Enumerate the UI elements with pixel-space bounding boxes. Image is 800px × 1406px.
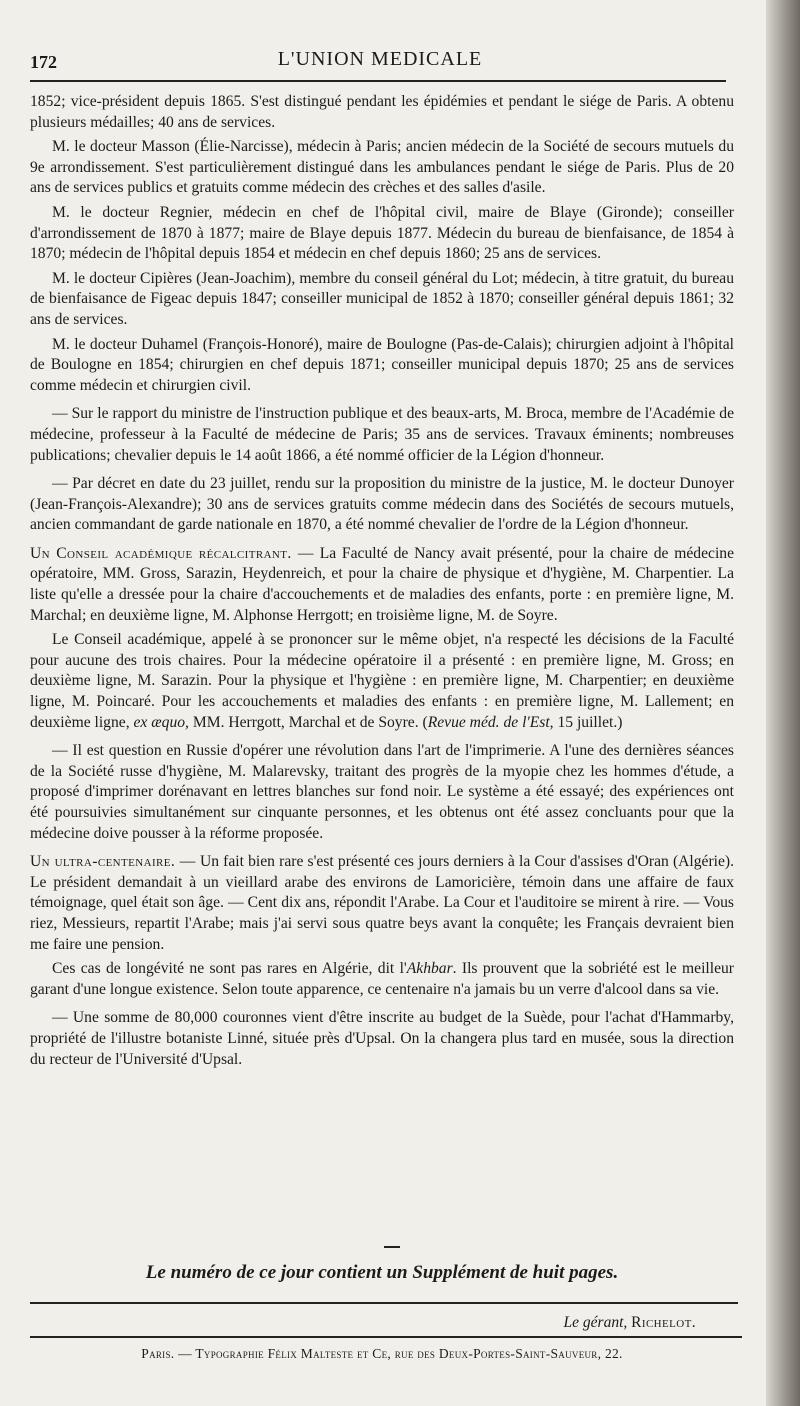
- supplement-notice: Le numéro de ce jour contient un Supplément de huit pages.: [145, 1262, 619, 1283]
- paragraph-longevite-tail: . Ils prouvent que la sobriété est le meilleur garant d'une longue existence. Selon toute apparence, ce centenaire n'a jamais bu un verre d'alcool dans sa vie.: [30, 960, 734, 998]
- paragraph-conseil-decision-end: 15 juillet.): [553, 713, 623, 731]
- paragraph-linne: — Une somme de 80,000 couronnes vient d'être inscrite au budget de la Suède, pour l'achat d'Hammarby, propriété de l'illustre botaniste Linné, située près d'Upsal. On la changera plus tard en musée, sous la direction du recteur de l'Université d'Upsal.: [30, 1009, 734, 1068]
- article-body: [30, 92, 734, 1074]
- paragraph-regnier: M. le docteur Regnier, médecin en chef de l'hôpital civil, maire de Blaye (Gironde); conseiller d'arrondissement de 1870 à 1877; maire de Blaye depuis 1877. Médecin du bureau de bienfaisance, de 1854 à 1870; médecin de l'hôpital depuis 1854 et médecin en chef depuis 1860; 25 ans de services.: [30, 203, 734, 263]
- page-number: 172: [30, 52, 57, 72]
- revue-citation: Revue méd. de l'Est,: [427, 713, 554, 731]
- paragraph-broca: — Sur le rapport du ministre de l'instruction publique et des beaux-arts, M. Broca, membre de l'Académie de médecine, professeur à la Faculté de médecine de Paris; 35 ans de services. Travaux éminents; nombreuses publications; chevalier depuis le 14 août 1866, a été nommé officier de la Légion d'honneur.: [30, 405, 734, 464]
- book-edge: [766, 0, 800, 1406]
- paragraph-continuation: 1852; vice-président depuis 1865. S'est distingué pendant les épidémies et pendant le siége de Paris. A obtenu plusieurs médailles; 40 ans de services.: [30, 93, 734, 131]
- gerant-signature: [564, 1314, 696, 1332]
- imprint-rule: [30, 1336, 742, 1338]
- gerant-label: Le gérant,: [563, 1314, 628, 1331]
- paragraph-conseil-text: La Faculté de Nancy avait présenté, pour la chaire de médecine opératoire, MM. Gross, Sarazin, Heydenreich, et pour la chaire de physique et d'hygiène, M. Charpentier. La liste qu'elle a dressée pour la chaire d'accouchements et de maladies des enfants, porte : en première ligne, M. Marchal; en deuxième ligne, M. Alphonse Herrgott; en troisième ligne, M. de Soyre.: [30, 544, 734, 624]
- page-header: [30, 48, 730, 76]
- journal-title: L'UNION MEDICALE: [277, 48, 483, 70]
- section-dash: [384, 1246, 400, 1248]
- paragraph-longevite: [30, 959, 734, 1000]
- paragraph-imprimerie: — Il est question en Russie d'opérer une révolution dans l'art de l'imprimerie. A l'une des dernières séances de la Société russe d'hygiène, M. Malarevsky, traitant des progrès de la myopie chez les hommes d'étude, a proposé d'imprimer dorénavant en lettres blanches sur fond noir. Le système a été essayé; des expériences ont été poursuivies simultanément sur cinquante personnes, et les obtenus ont été assez concluants pour que la médecine doive pousser à la réforme proposée.: [30, 742, 734, 842]
- akhbar-citation: Akhbar: [406, 960, 453, 978]
- paragraph-conseil: [30, 544, 734, 626]
- heading-conseil-academique: Un Conseil académique récalcitrant. —: [30, 544, 314, 562]
- paragraph-centenaire: [30, 852, 734, 955]
- paragraph-duhamel: M. le docteur Duhamel (François-Honoré), maire de Boulogne (Pas-de-Calais); chirurgien adjoint à l'hôpital de Boulogne en 1854; chirurgien en chef depuis 1871; conseiller municipal depuis 1870; 25 ans de services comme médecin et chirurgien civil.: [30, 335, 734, 394]
- paragraph-dunoyer: — Par décret en date du 23 juillet, rendu sur la proposition du ministre de la justice, M. le docteur Dunoyer (Jean-François-Alexandre); 30 ans de services gratuits comme médecin dans des Sociétés de secours mutuels, ancien commandant de garde nationale en 1870, a été nommé chevalier de l'ordre de la Légion d'honneur.: [30, 475, 734, 534]
- paragraph-masson: M. le docteur Masson (Élie-Narcisse), médecin à Paris; ancien médecin de la Société de secours mutuels du 9e arrondissement. S'est particulièrement distingué dans les ambulances pendant le siége de Paris. Plus de 20 ans de services publics et gratuits comme médecin des crèches et des salles d'asile.: [30, 138, 734, 197]
- heading-ultra-centenaire: Un ultra-centenaire. —: [30, 853, 196, 871]
- paragraph-longevite-text: Ces cas de longévité ne sont pas rares en Algérie, dit l': [52, 960, 407, 978]
- paragraph-conseil-decision-text: Le Conseil académique, appelé à se prononcer sur le même objet, n'a respecté les décisions de la Faculté pour aucune des trois chaires. Pour la médecine opératoire il a présenté : en première ligne, M. Gross; en deuxième ligne, M. Sarazin. Pour la physique et l'hygiène : en première ligne, M. Charpentier; en deuxième ligne, M. Poincaré. Pour les accouchements et maladies des enfants : en première ligne, M. Lallement; en deuxième ligne,: [30, 631, 734, 731]
- ex-aequo-text: ex æquo,: [133, 713, 189, 731]
- paragraph-conseil-decision: [30, 630, 734, 733]
- header-rule: [30, 80, 726, 82]
- footer-rule: [30, 1302, 738, 1304]
- printer-imprint: Paris. — Typographie Félix Malteste et Ce, rue des Deux-Portes-Saint-Sauveur, 22.: [141, 1346, 623, 1361]
- paragraph-cipieres: M. le docteur Cipières (Jean-Joachim), membre du conseil général du Lot; médecin, à titre gratuit, du bureau de bienfaisance de Figeac depuis 1847; conseiller municipal de 1852 à 1870; conseiller général depuis 1861; 32 ans de services.: [30, 269, 734, 328]
- paragraph-conseil-decision-tail: MM. Herrgott, Marchal et de Soyre. (: [192, 713, 428, 731]
- gerant-name: Richelot.: [631, 1314, 696, 1331]
- paragraph-centenaire-text: Un fait bien rare s'est présenté ces jours derniers à la Cour d'assises d'Oran (Algérie). Le président demandait à un vieillard arabe des environs de Lamoricière, témoin dans une affaire de faux témoignage, quel était son âge. — Cent dix ans, répondit l'Arabe. La Cour et l'auditoire se mirent à rire. — Vous riez, Messieurs, repartit l'Arabe; mais j'ai servi sous quatre beys avant la conquête; les Français devraient bien me faire une pension.: [30, 853, 735, 953]
